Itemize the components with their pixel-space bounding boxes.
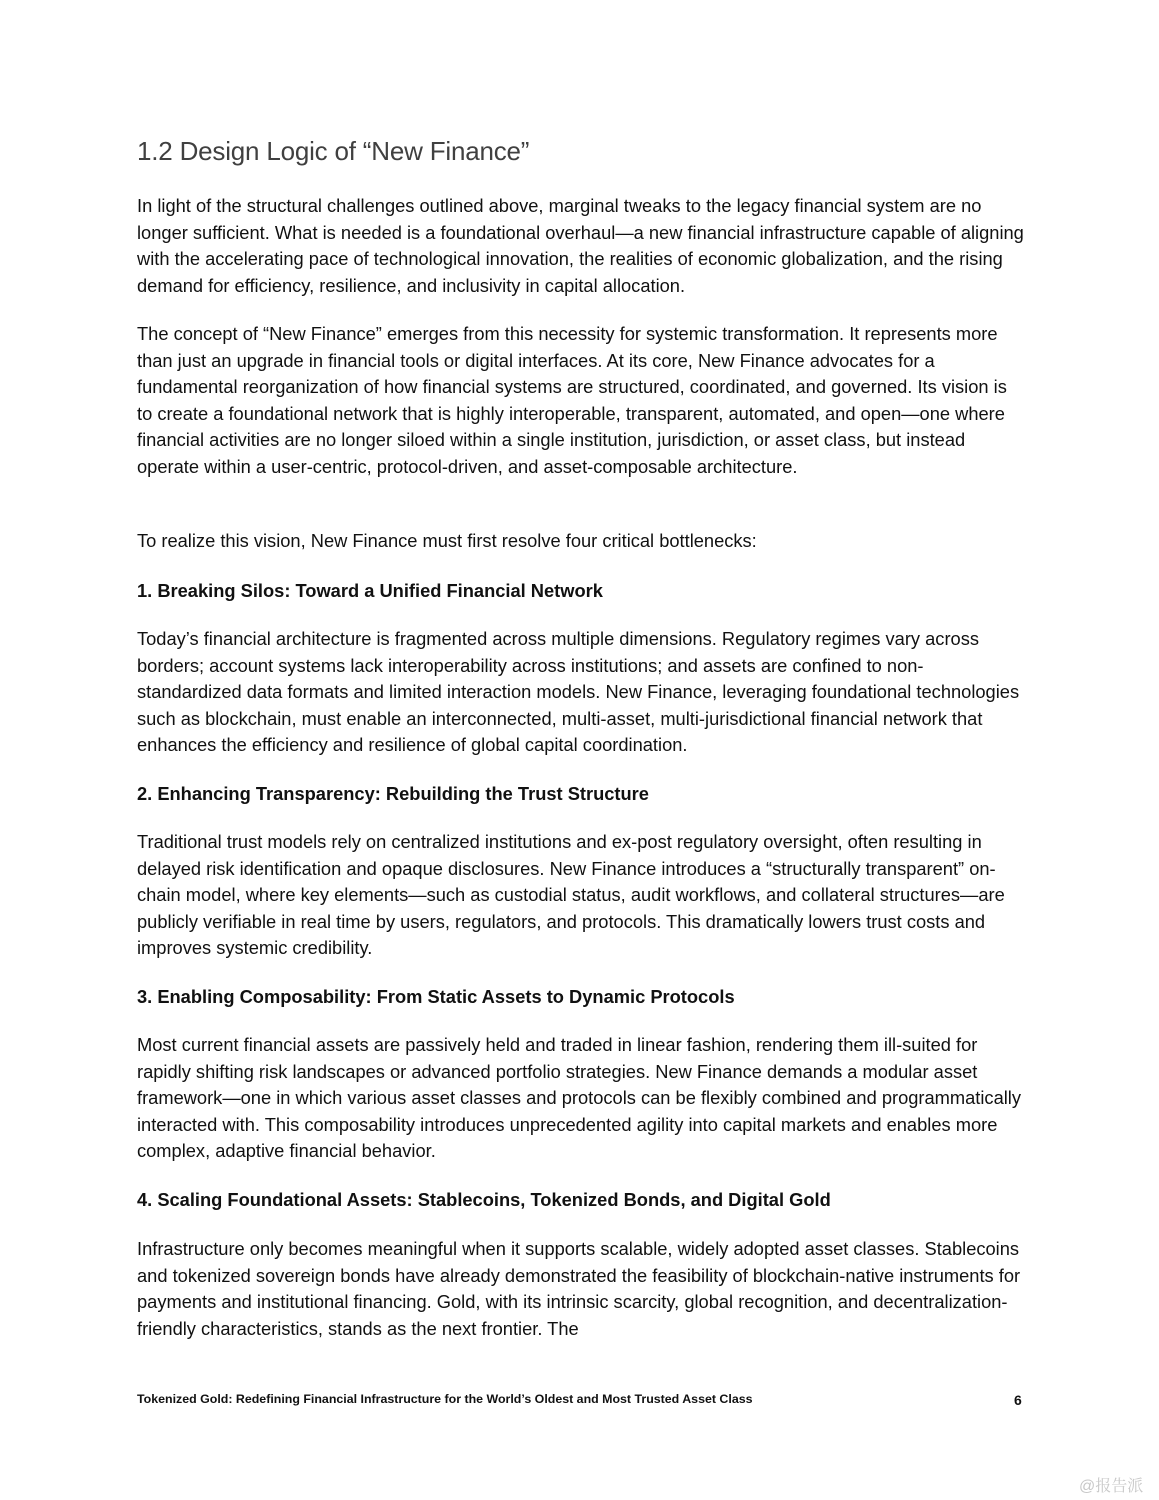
bottleneck-3-body: Most current financial assets are passively held and traded in linear fashion, rendering them ill-suited for rapidly shifting risk landscapes or advanced portfolio strategies. New Finance demands a modular asset framework—one in which various asset classes and protocols can be flexibly combined and programmatically interacted with. This composability introduces unprecedented agility into capital markets and enables more complex, adaptive financial behavior.: [137, 1034, 1022, 1161]
bottleneck-1-body: Today’s financial architecture is fragmented across multiple dimensions. Regulatory regimes vary across borders; account systems lack interoperability across institutions; and assets are confined to non-standardized data formats and limited interaction models. New Finance, leveraging foundational technologies such as blockchain, must enable an interconnected, multi-asset, multi-jurisdictional financial network that enhances the efficiency and resilience of global capital coordination.: [137, 628, 1020, 755]
intro-paragraph-3: To realize this vision, New Finance must first resolve four critical bottlenecks:: [137, 530, 757, 551]
bottleneck-3-title: 3. Enabling Composability: From Static Assets to Dynamic Protocols: [137, 986, 735, 1007]
bottleneck-2-title: 2. Enhancing Transparency: Rebuilding the Trust Structure: [137, 783, 649, 804]
intro-paragraph-2: The concept of “New Finance” emerges from this necessity for systemic transformation. It represents more than just an upgrade in financial tools or digital interfaces. At its core, New Finance advocates for a fundamental reorganization of how financial systems are structured, coordinated, and governed. Its vision is to create a foundational network that is highly interoperable, transparent, automated, and open—one where financial activities are no longer siloed within a single institution, jurisdiction, or asset class, but instead operate within a user-centric, protocol-driven, and asset-composable architecture.: [137, 323, 1007, 477]
bottleneck-2-body: Traditional trust models rely on centralized institutions and ex-post regulatory oversight, often resulting in delayed risk identification and opaque disclosures. New Finance introduces a “structurally transparent” on-chain model, where key elements—such as custodial status, audit workflows, and collateral structures—are publicly verifiable in real time by users, regulators, and protocols. This dramatically lowers trust costs and improves systemic credibility.: [137, 831, 1005, 958]
watermark: @报告派: [1079, 1478, 1144, 1495]
bottleneck-4-body: Infrastructure only becomes meaningful when it supports scalable, widely adopted asset classes. Stablecoins and tokenized sovereign bonds have already demonstrated the feasibility of blockchain-native instruments for payments and institutional financing. Gold, with its intrinsic scarcity, global recognition, and decentralization-friendly characteristics, stands as the next frontier. The: [137, 1238, 1021, 1339]
page-number: 6: [1014, 1392, 1022, 1408]
intro-paragraph-1: In light of the structural challenges outlined above, marginal tweaks to the legacy financial system are no longer sufficient. What is needed is a foundational overhaul—a new financial infrastructure capable of aligning with the accelerating pace of technological innovation, the realities of economic globalization, and the rising demand for efficiency, resilience, and inclusivity in capital allocation.: [137, 195, 1024, 296]
bottleneck-4-title: 4. Scaling Foundational Assets: Stablecoins, Tokenized Bonds, and Digital Gold: [137, 1189, 831, 1210]
footer-title: Tokenized Gold: Redefining Financial Infrastructure for the World’s Oldest and Most Trusted Asset Class: [137, 1392, 753, 1406]
bottleneck-1-title: 1. Breaking Silos: Toward a Unified Financial Network: [137, 580, 603, 601]
section-heading: 1.2 Design Logic of “New Finance”: [137, 136, 530, 166]
